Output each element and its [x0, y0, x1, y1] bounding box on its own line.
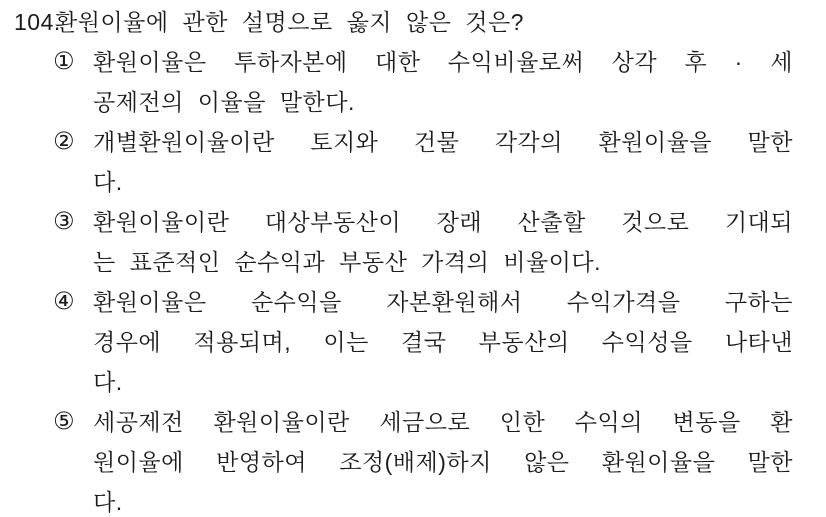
option-line: 경우에 적용되며, 이는 결국 부동산의 수익성을 나타낸 [93, 329, 793, 355]
options-list [53, 42, 826, 517]
question-number: 104. [14, 9, 61, 35]
option-line: 원이율에 반영하여 조정(배제)하지 않은 환원이율을 말한 [93, 449, 793, 475]
option-line: 환원이율은 순수익을 자본환원해서 수익가격을 구하는 [93, 289, 793, 315]
option-4-text [93, 282, 793, 402]
option-line: 환원이율은 투하자본에 대한 수익비율로써 상각 후 · 세 [93, 49, 793, 75]
option-5-marker: ⑤ [53, 408, 76, 435]
option-line: 다. [93, 489, 123, 515]
question-text: 환원이율에 관한 설명으로 옳지 않은 것은? [55, 9, 524, 35]
option-line: 공제전의 이율을 말한다. [93, 89, 355, 115]
option-2-text [93, 122, 793, 202]
option-line: 는 표준적인 순수익과 부동산 가격의 비율이다. [93, 249, 601, 275]
option-3-marker: ③ [53, 208, 76, 235]
option-5-text [93, 402, 793, 517]
option-1-text [93, 42, 793, 122]
option-4 [53, 282, 826, 402]
question-row [14, 2, 826, 42]
option-3 [53, 202, 826, 282]
option-5 [53, 402, 826, 517]
option-line: 다. [93, 169, 123, 195]
option-3-text [93, 202, 793, 282]
option-line: 환원이율이란 대상부동산이 장래 산출할 것으로 기대되 [93, 209, 793, 235]
option-4-marker: ④ [53, 288, 76, 315]
option-line: 다. [93, 369, 123, 395]
option-line: 세공제전 환원이율이란 세금으로 인한 수익의 변동을 환 [93, 409, 793, 435]
option-line: 개별환원이율이란 토지와 건물 각각의 환원이율을 말한 [93, 129, 793, 155]
option-1 [53, 42, 826, 122]
option-2 [53, 122, 826, 202]
option-1-marker: ① [53, 48, 76, 75]
option-2-marker: ② [53, 128, 76, 155]
